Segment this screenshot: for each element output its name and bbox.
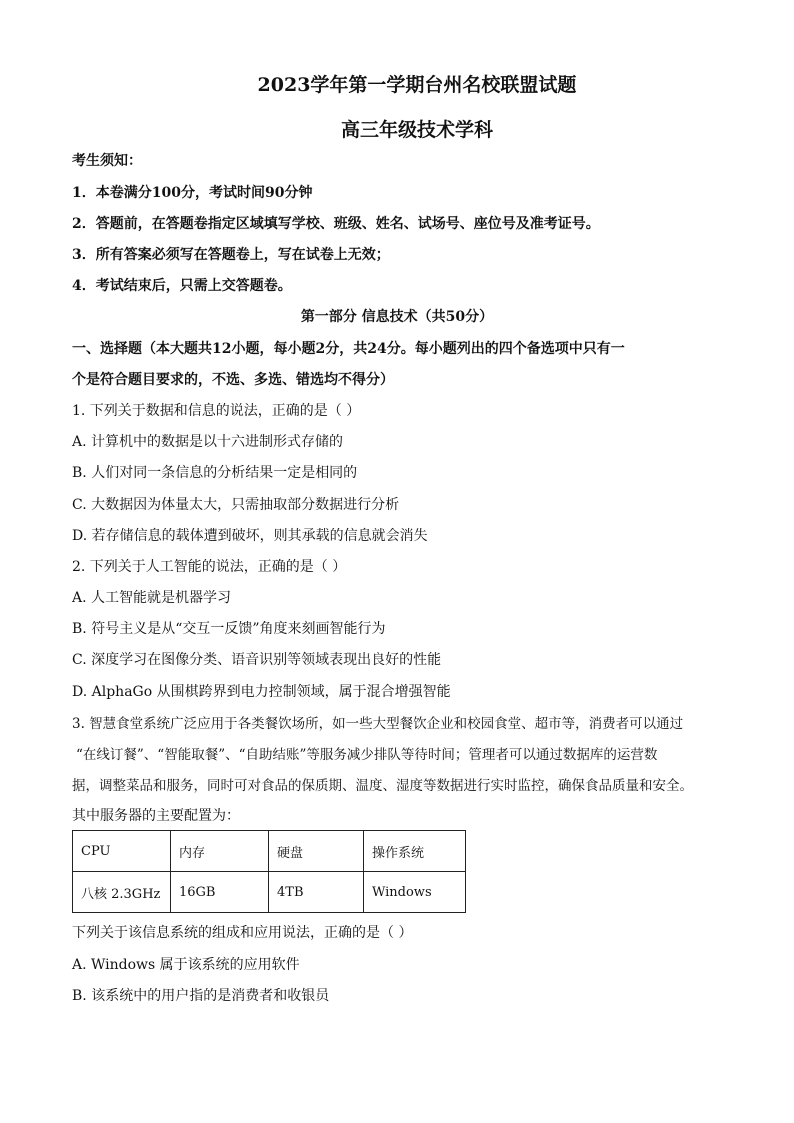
question-option: C. 深度学习在图像分类、语音识别等领域表现出良好的性能 [72, 652, 442, 668]
question-prompt: 下列关于该信息系统的组成和应用说法，正确的是（ ） [72, 925, 413, 941]
table-row [73, 872, 466, 913]
question-option: D. AlphaGo 从围棋跨界到电力控制领域，属于混合增强智能 [72, 684, 451, 700]
table-cell: 4TB [269, 872, 364, 913]
section-title: 第一部分 信息技术（共50分） [300, 309, 494, 325]
question-stem: 3. 智慧食堂系统广泛应用于各类餐饮场所，如一些大型餐饮企业和校园食堂、超市等，消费者可以通过 [72, 716, 684, 732]
question-stem: “在线订餐”、“智能取餐”、“自助结账”等服务减少排队等待时间；管理者可以通过数据库的运营数 [76, 747, 658, 763]
question-option: B. 符号主义是从“交互一反馈”角度来刻画智能行为 [72, 621, 386, 637]
server-config-table [72, 830, 466, 913]
section-instruction: 个是符合题目要求的，不选、多选、错选均不得分） [72, 372, 394, 388]
notice-item: 2．答题前，在答题卷指定区域填写学校、班级、姓名、试场号、座位号及准考证号。 [72, 216, 600, 232]
table-header-cell: 操作系统 [364, 831, 466, 872]
notice-heading: 考生须知： [72, 153, 142, 169]
exam-title: 2023学年第一学期台州名校联盟试题 [257, 74, 577, 96]
table-header-cell: CPU [73, 831, 171, 872]
question-stem: 2. 下列关于人工智能的说法，正确的是（ ） [72, 559, 347, 575]
question-option: C. 大数据因为体量太大，只需抽取部分数据进行分析 [72, 497, 400, 513]
exam-subtitle: 高三年级技术学科 [340, 119, 493, 141]
table-cell: 16GB [171, 872, 269, 913]
notice-item: 4．考试结束后，只需上交答题卷。 [72, 278, 292, 294]
question-option: B. 人们对同一条信息的分析结果一定是相同的 [72, 465, 358, 481]
question-stem: 据，调整菜品和服务，同时可对食品的保质期、温度、湿度等数据进行实时监控，确保食品质量和安全。 [72, 778, 693, 794]
question-option: A. Windows 属于该系统的应用软件 [72, 957, 300, 973]
notice-item: 3．所有答案必须写在答题卷上，写在试卷上无效； [72, 247, 390, 263]
table-header-cell: 硬盘 [269, 831, 364, 872]
table-cell: 八核 2.3GHz [73, 872, 171, 913]
table-header-cell: 内存 [171, 831, 269, 872]
table-row [73, 831, 466, 872]
config-intro: 其中服务器的主要配置为： [72, 808, 240, 824]
question-option: A. 人工智能就是机器学习 [72, 590, 232, 606]
question-option: A. 计算机中的数据是以十六进制形式存储的 [72, 434, 344, 450]
question-stem: 1. 下列关于数据和信息的说法，正确的是（ ） [72, 403, 361, 419]
section-instruction: 一、选择题（本大题共12小题，每小题2分，共24分。每小题列出的四个备选项中只有一 [72, 341, 625, 357]
question-option: D. 若存储信息的载体遭到破坏，则其承载的信息就会消失 [72, 528, 428, 544]
question-option: B. 该系统中的用户指的是消费者和收银员 [72, 988, 330, 1004]
table-cell: Windows [364, 872, 466, 913]
notice-item: 1．本卷满分100分，考试时间90分钟 [72, 185, 313, 201]
